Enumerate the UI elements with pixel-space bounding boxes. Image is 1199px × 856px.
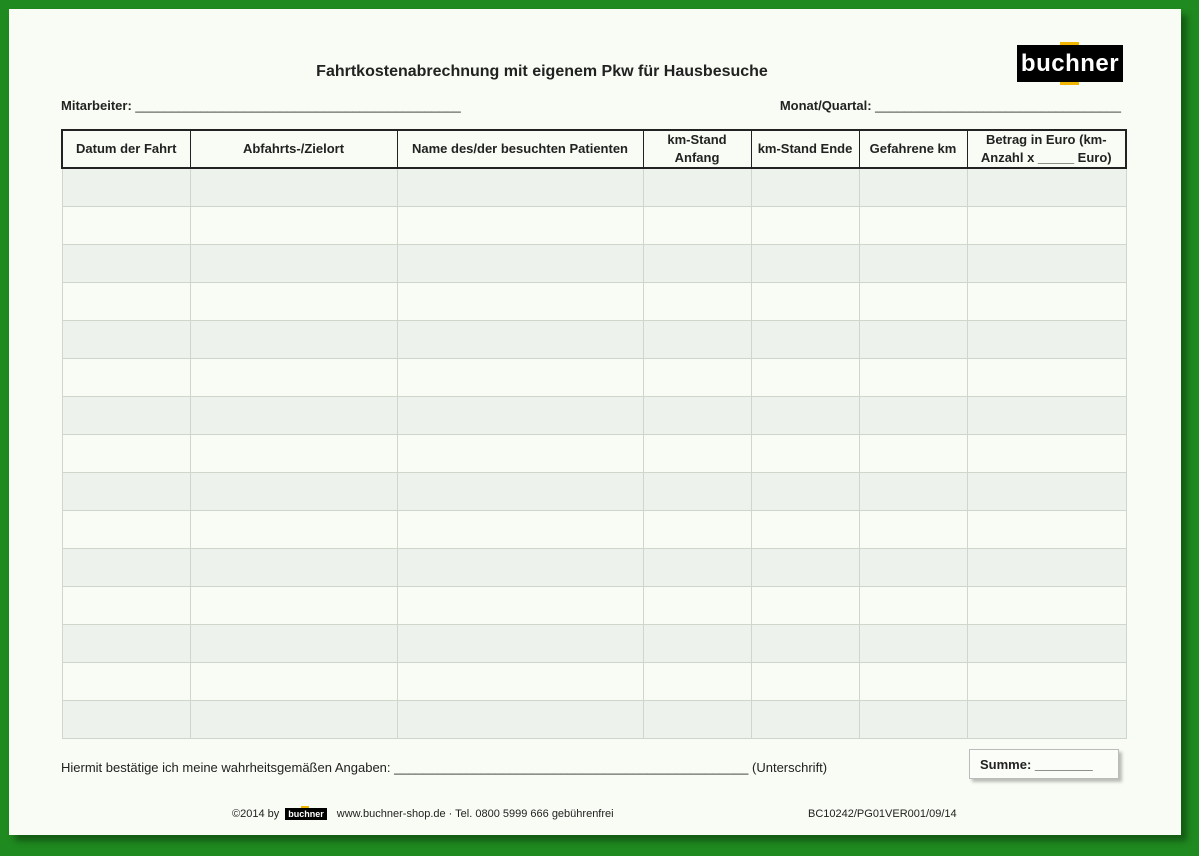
table-cell[interactable] [397,321,643,359]
table-cell[interactable] [643,701,751,739]
table-cell[interactable] [967,245,1126,283]
table-cell[interactable] [62,207,190,245]
header-date: Datum der Fahrt [62,130,190,168]
table-cell[interactable] [967,359,1126,397]
table-cell[interactable] [62,435,190,473]
table-cell[interactable] [859,587,967,625]
table-cell[interactable] [967,168,1126,207]
table-cell[interactable] [751,168,859,207]
employee-label: Mitarbeiter: [61,98,132,113]
footer-logo: buchner [285,808,327,820]
table-row [62,701,1126,739]
footer-copyright: ©2014 by [232,808,280,820]
table-cell[interactable] [643,435,751,473]
table-row [62,625,1126,663]
table-cell[interactable] [967,321,1126,359]
table-cell[interactable] [643,168,751,207]
table-cell[interactable] [397,473,643,511]
table-cell[interactable] [859,359,967,397]
table-cell[interactable] [859,168,967,207]
table-cell[interactable] [967,701,1126,739]
table-cell[interactable] [859,701,967,739]
table-cell[interactable] [643,359,751,397]
header-route: Abfahrts-/Zielort [190,130,397,168]
table-row [62,435,1126,473]
table-cell[interactable] [643,511,751,549]
table-cell[interactable] [190,245,397,283]
table-row [62,473,1126,511]
table-cell[interactable] [397,701,643,739]
table-cell[interactable] [751,207,859,245]
form-sheet [9,9,1181,835]
table-cell[interactable] [859,549,967,587]
table-cell[interactable] [62,549,190,587]
table-cell[interactable] [190,663,397,701]
table-cell[interactable] [190,511,397,549]
table-row [62,663,1126,701]
table-row [62,549,1126,587]
table-cell[interactable] [643,283,751,321]
table-cell[interactable] [643,663,751,701]
table-cell[interactable] [62,283,190,321]
table-cell[interactable] [751,245,859,283]
table-row [62,207,1126,245]
table-cell[interactable] [397,168,643,207]
table-row [62,359,1126,397]
confirmation-statement[interactable]: Hiermit bestätige ich meine wahrheitsgemäßen Angaben: _________________________________________________ (Unterschrift) [61,760,828,775]
table-cell[interactable] [190,473,397,511]
table-cell[interactable] [397,587,643,625]
table-body [62,168,1126,739]
table-cell[interactable] [859,397,967,435]
table-header-row [62,130,1126,168]
table-cell[interactable] [751,359,859,397]
table-cell[interactable] [751,549,859,587]
table-cell[interactable] [643,321,751,359]
table-cell[interactable] [397,245,643,283]
table-cell[interactable] [859,245,967,283]
table-cell[interactable] [859,435,967,473]
header-km-driven: Gefahrene km [859,130,967,168]
table-cell[interactable] [967,473,1126,511]
table-cell[interactable] [397,549,643,587]
table-cell[interactable] [967,397,1126,435]
table-cell[interactable] [62,663,190,701]
table-cell[interactable] [751,435,859,473]
table-cell[interactable] [643,245,751,283]
table-cell[interactable] [62,701,190,739]
table-cell[interactable] [190,435,397,473]
table-cell[interactable] [967,511,1126,549]
header-amount: Betrag in Euro (km-Anzahl x _____ Euro) [967,130,1126,168]
table-cell[interactable] [967,663,1126,701]
period-label: Monat/Quartal: [779,98,872,113]
table-cell[interactable] [62,397,190,435]
table-cell[interactable] [751,321,859,359]
table-cell[interactable] [397,511,643,549]
table-cell[interactable] [967,625,1126,663]
table-cell[interactable] [859,625,967,663]
table-cell[interactable] [190,397,397,435]
table-cell[interactable] [967,435,1126,473]
table-cell[interactable] [62,168,190,207]
table-cell[interactable] [397,207,643,245]
employee-line[interactable]: _____________________________________________ [135,98,461,113]
table-cell[interactable] [62,511,190,549]
table-cell[interactable] [397,397,643,435]
table-cell[interactable] [190,359,397,397]
table-cell[interactable] [190,549,397,587]
table-cell[interactable] [643,397,751,435]
sum-label: Summe: ________ [980,756,1093,772]
table-cell[interactable] [751,663,859,701]
employee-field[interactable] [61,98,461,113]
table-cell[interactable] [643,549,751,587]
table-row [62,321,1126,359]
table-cell[interactable] [643,473,751,511]
table-cell[interactable] [397,625,643,663]
table-cell[interactable] [643,625,751,663]
table-cell[interactable] [62,245,190,283]
table-cell[interactable] [967,549,1126,587]
table-cell[interactable] [859,321,967,359]
table-cell[interactable] [751,473,859,511]
table-row [62,511,1126,549]
header-patient: Name des/der besuchten Patienten [397,130,643,168]
table-cell[interactable] [751,397,859,435]
table-cell[interactable] [62,321,190,359]
table-cell[interactable] [859,283,967,321]
period-field[interactable] [780,98,1121,113]
buchner-logo: buchner [1017,45,1123,82]
form-title: Fahrtkostenabrechnung mit eigenem Pkw für Hausbesuche [316,63,768,80]
table-cell[interactable] [859,511,967,549]
footer-credit [232,808,614,820]
table-cell[interactable] [859,473,967,511]
period-line[interactable]: __________________________________ [875,98,1121,113]
table-cell[interactable] [751,587,859,625]
table-cell[interactable] [62,625,190,663]
table-cell[interactable] [397,435,643,473]
table-row [62,397,1126,435]
table-cell[interactable] [190,321,397,359]
table-cell[interactable] [751,511,859,549]
trip-log-table [61,129,1127,739]
table-cell[interactable] [190,283,397,321]
table-cell[interactable] [190,701,397,739]
table-cell[interactable] [190,207,397,245]
table-cell[interactable] [397,663,643,701]
table-cell[interactable] [190,625,397,663]
footer-contact: www.buchner-shop.de · Tel. 0800 5999 666 gebührenfrei [336,808,614,820]
table-cell[interactable] [967,207,1126,245]
table-cell[interactable] [62,359,190,397]
footer-code: BC10242/PG01VER001/09/14 [808,808,957,820]
table-cell[interactable] [643,587,751,625]
table-cell[interactable] [397,359,643,397]
table-cell[interactable] [62,587,190,625]
table-cell[interactable] [397,283,643,321]
header-km-end: km-Stand Ende [751,130,859,168]
table-cell[interactable] [190,587,397,625]
sum-box[interactable] [969,749,1119,779]
table-cell[interactable] [967,587,1126,625]
table-row [62,168,1126,207]
table-cell[interactable] [643,207,751,245]
table-row [62,283,1126,321]
table-cell[interactable] [751,283,859,321]
table-cell[interactable] [967,283,1126,321]
table-row [62,245,1126,283]
table-row [62,587,1126,625]
table-cell[interactable] [859,663,967,701]
table-cell[interactable] [859,207,967,245]
table-cell[interactable] [751,701,859,739]
table-cell[interactable] [190,168,397,207]
table-cell[interactable] [751,625,859,663]
header-km-start: km-Stand Anfang [643,130,751,168]
table-cell[interactable] [62,473,190,511]
